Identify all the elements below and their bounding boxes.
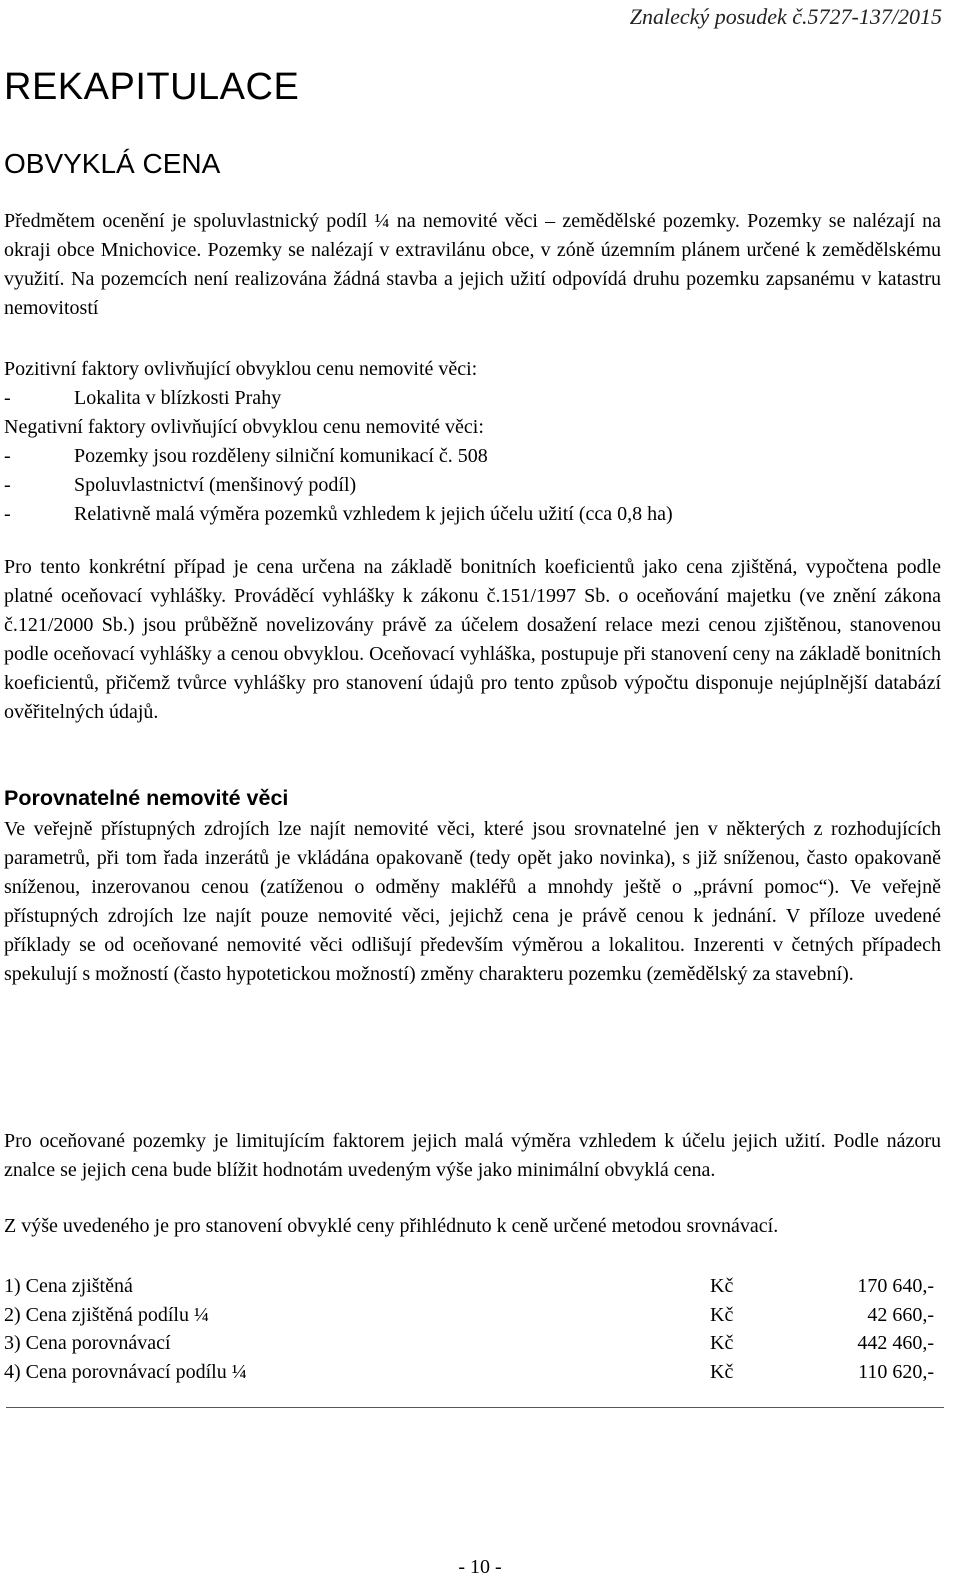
summary-currency: Kč	[710, 1360, 734, 1383]
summary-row	[4, 1329, 934, 1358]
negative-factor-text: Relativně malá výměra pozemků vzhledem k jejich účelu užití (cca 0,8 ha)	[74, 503, 673, 525]
summary-label: 3) Cena porovnávací	[4, 1332, 171, 1354]
comparable-section-heading: Porovnatelné nemovité věci	[4, 786, 289, 810]
intro-paragraph: Předmětem ocenění je spoluvlastnický podíl ¼ na nemovité věci – zemědělské pozemky. Pozemky se nalézají na okraji obce Mnichovice. Pozemky se nalézají v extravilánu obce, v zóně územním plánem určené k zemědělskému využití. Na pozemcích není realizována žádná stavba a jejich užití odpovídá druhu pozemku zapsanému v katastru nemovitostí	[4, 210, 941, 319]
summary-currency: Kč	[710, 1332, 734, 1354]
section-subtitle: OBVYKLÁ CENA	[4, 148, 221, 179]
summary-label: 4) Cena porovnávací podílu ¼	[4, 1360, 247, 1383]
summary-amount: 42 660,-	[867, 1303, 934, 1326]
positive-factor-item	[4, 384, 673, 413]
positive-factor-text: Lokalita v blízkosti Prahy	[74, 387, 282, 409]
summary-row	[4, 1358, 934, 1387]
list-dash: -	[4, 387, 11, 409]
list-dash: -	[4, 503, 11, 525]
summary-amount: 110 620,-	[858, 1360, 934, 1383]
page-title: REKAPITULACE	[4, 66, 300, 108]
price-summary	[4, 1272, 934, 1386]
summary-row	[4, 1301, 934, 1330]
expert-report-reference: Znalecký posudek č.5727-137/2015	[629, 4, 942, 29]
summary-label: 1) Cena zjištěná	[4, 1275, 133, 1297]
summary-currency: Kč	[710, 1303, 734, 1326]
negative-factor-item	[4, 471, 673, 500]
horizontal-divider	[6, 1407, 944, 1408]
method-paragraph: Pro tento konkrétní případ je cena určena na základě bonitních koeficientů jako cena zjištěná, vypočtena podle platné oceňovací vyhlášky. Prováděcí vyhlášky k zákonu č.151/1997 Sb. o oceňování majetku (ve znění zákona č.121/2000 Sb.) jsou průběžně novelizovány právě za účelem dosažení relace mezi cenou zjištěnou, stanovenou podle oceňovací vyhlášky a cenou obvyklou. Oceňovací vyhláška, postupuje při stanovení ceny na základě bonitních koeficientů, přičemž tvůrce vyhlášky pro stanovení údajů pro tento způsob výpočtu disponuje nejúplnější databází ověřitelných údajů.	[4, 556, 941, 723]
summary-amount: 442 460,-	[857, 1332, 934, 1354]
negative-factor-item	[4, 500, 673, 529]
negative-factor-text: Spoluvlastnictví (menšinový podíl)	[74, 474, 357, 496]
summary-amount: 170 640,-	[857, 1275, 934, 1297]
list-dash: -	[4, 474, 11, 496]
negative-factors-heading: Negativní faktory ovlivňující obvyklou cenu nemovité věci:	[4, 416, 484, 438]
conclusion-paragraph: Z výše uvedeného je pro stanovení obvyklé ceny přihlédnuto k ceně určené metodou srovnávací.	[4, 1215, 779, 1237]
factors-block	[4, 355, 673, 529]
list-dash: -	[4, 445, 11, 467]
summary-row	[4, 1272, 934, 1301]
summary-label: 2) Cena zjištěná podílu ¼	[4, 1303, 209, 1326]
page-number: - 10 -	[458, 1556, 502, 1578]
positive-factors-heading: Pozitivní faktory ovlivňující obvyklou cenu nemovité věci:	[4, 358, 478, 380]
negative-factor-item	[4, 442, 673, 471]
summary-currency: Kč	[710, 1275, 734, 1297]
limit-paragraph: Pro oceňované pozemky je limitujícím faktorem jejich malá výměra vzhledem k účelu jejich užití. Podle názoru znalce se jejich cena bude blížit hodnotám uvedeným výše jako minimální obvyklá cena.	[4, 1130, 941, 1181]
negative-factor-text: Pozemky jsou rozděleny silniční komunikací č. 508	[74, 445, 488, 467]
comparable-paragraph: Ve veřejně přístupných zdrojích lze najít nemovité věci, které jsou srovnatelné jen v některých z rozhodujících parametrů, při tom řada inzerátů je vkládána opakovaně (tedy opět jako novinka), s již sníženou, často opakovaně sníženou, inzerovanou cenou (zatíženou o odměny makléřů a mnohdy ještě o „právní pomoc“). Ve veřejně přístupných zdrojích lze najít pouze nemovité věci, jejichž cena je právě cenou k jednání. V příloze uvedené příklady se od oceňované nemovité věci odlišují především výměrou a lokalitou. Inzerenti v četných případech spekulují s možností (často hypotetickou možností) změny charakteru pozemku (zemědělský za stavební).	[4, 818, 941, 985]
